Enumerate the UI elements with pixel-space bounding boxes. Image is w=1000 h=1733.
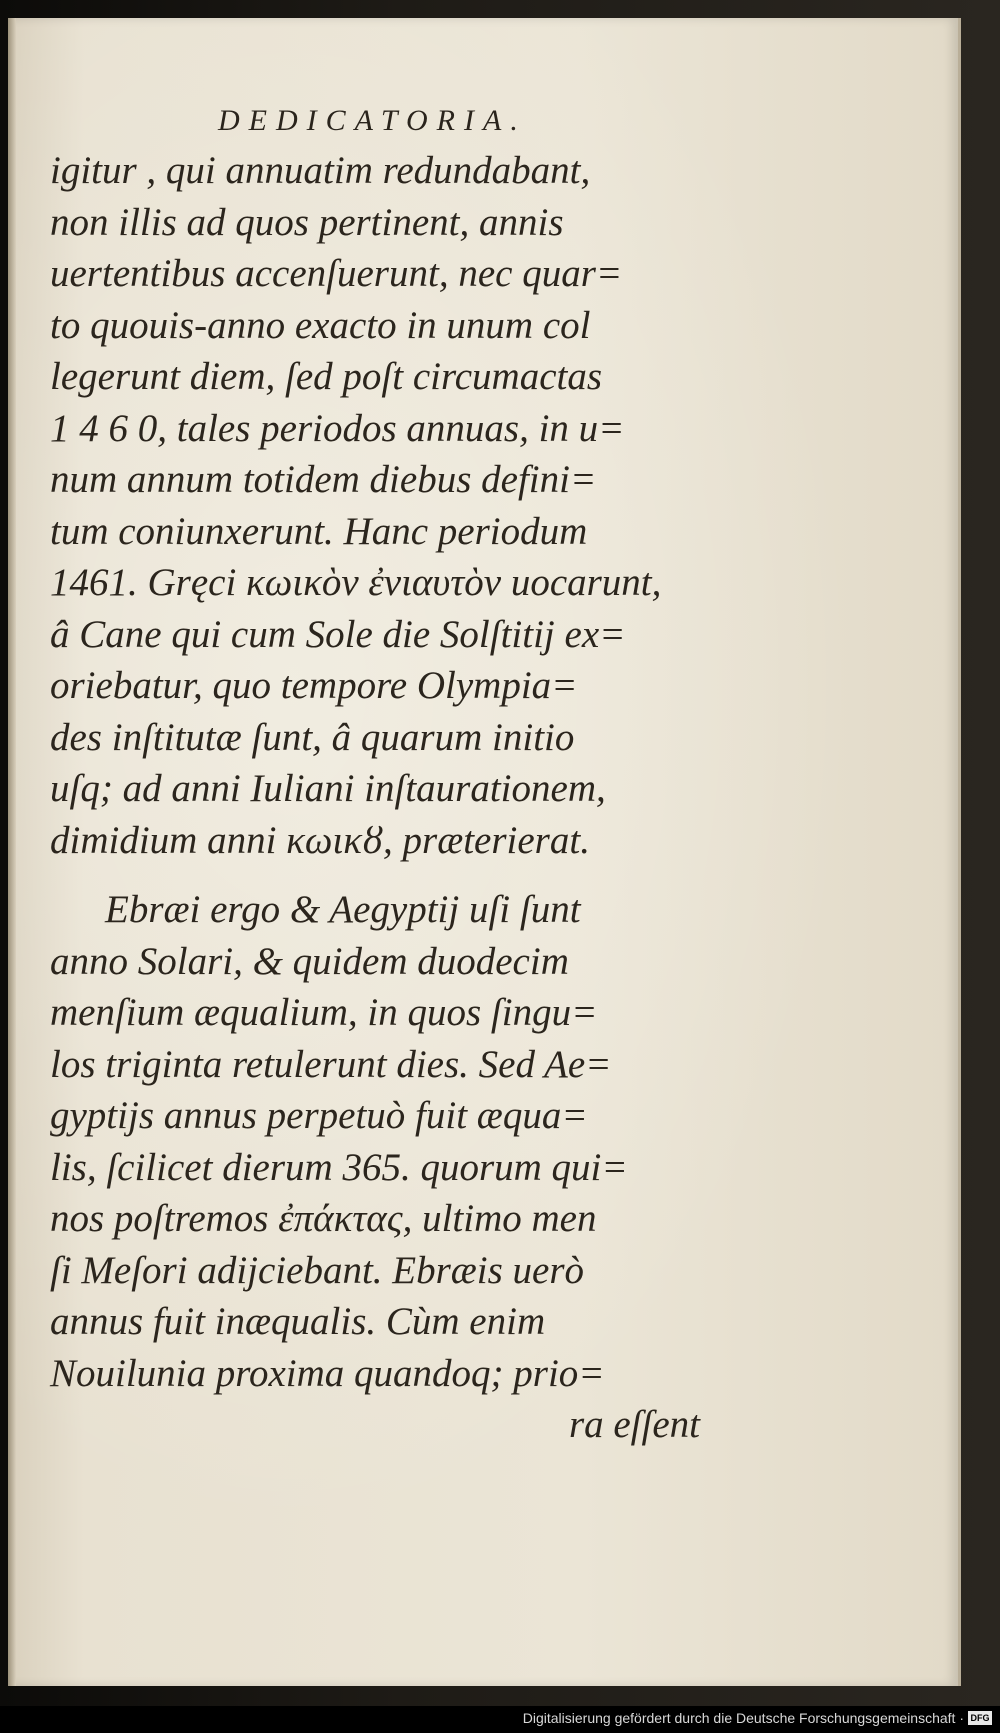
text-line: Nouilunia proxima quandoq; prio= <box>50 1351 605 1395</box>
text-line: ſi Meſori adijciebant. Ebræis uerò <box>50 1248 585 1292</box>
text-line: non illis ad quos pertinent, annis <box>50 200 564 244</box>
text-line: â Cane qui cum Sole die Solſtitij ex= <box>50 612 626 656</box>
text-line: menſium æqualium, in quos ſingu= <box>50 991 598 1034</box>
text-line: dimidium anni κωικȣ, præterierat. <box>50 818 590 862</box>
text-line: legerunt diem, ſed poſt circumactas <box>50 355 603 398</box>
text-line: des inſtitutæ ſunt, â quarum initio <box>50 715 575 759</box>
text-line: annus fuit inæqualis. Cùm enim <box>50 1300 546 1343</box>
text-line: lis, ſcilicet dierum 365. quorum qui= <box>50 1145 628 1189</box>
text-line: to quouis-anno exacto in unum col <box>50 303 591 347</box>
running-head: DEDICATORIA. <box>218 104 527 137</box>
text-line: gyptijs annus perpetuò fuit æqua= <box>50 1094 588 1137</box>
text-line: anno Solari, & quidem duodecim <box>50 939 569 983</box>
text-line: 1461. Gręci κωικὸν ἐνιαυτὸν uocarunt, <box>50 561 662 604</box>
text-line: igitur , qui annuatim redundabant, <box>50 149 591 192</box>
text-line: uertentibus accenſuerunt, nec quar= <box>50 252 623 295</box>
page-gutter <box>8 18 16 1686</box>
funding-notice: Digitalisierung gefördert durch die Deutsche Forschungsgemeinschaft · <box>522 1710 964 1726</box>
text-line: los triginta retulerunt dies. Sed Ae= <box>50 1042 612 1086</box>
paragraph-1 <box>50 145 720 866</box>
paragraph-2 <box>50 884 720 1451</box>
text-line: oriebatur, quo tempore Olympia= <box>50 664 578 707</box>
text-line: uſq; ad anni Iuliani inſtaurationem, <box>50 767 606 810</box>
text-line: nos poſtremos ἐπάκτας, ultimo men <box>50 1197 597 1240</box>
dfg-logo: DFG <box>968 1711 992 1725</box>
text-line: num annum totidem diebus defini= <box>50 458 597 501</box>
text-line: Ebræi ergo & Aegyptij uſi ſunt <box>105 888 581 931</box>
catchword: ra eſſent <box>568 1403 700 1446</box>
text-line: 1 4 6 0, tales periodos annuas, in u= <box>50 406 625 450</box>
text-line: tum coniunxerunt. Hanc periodum <box>50 509 588 553</box>
